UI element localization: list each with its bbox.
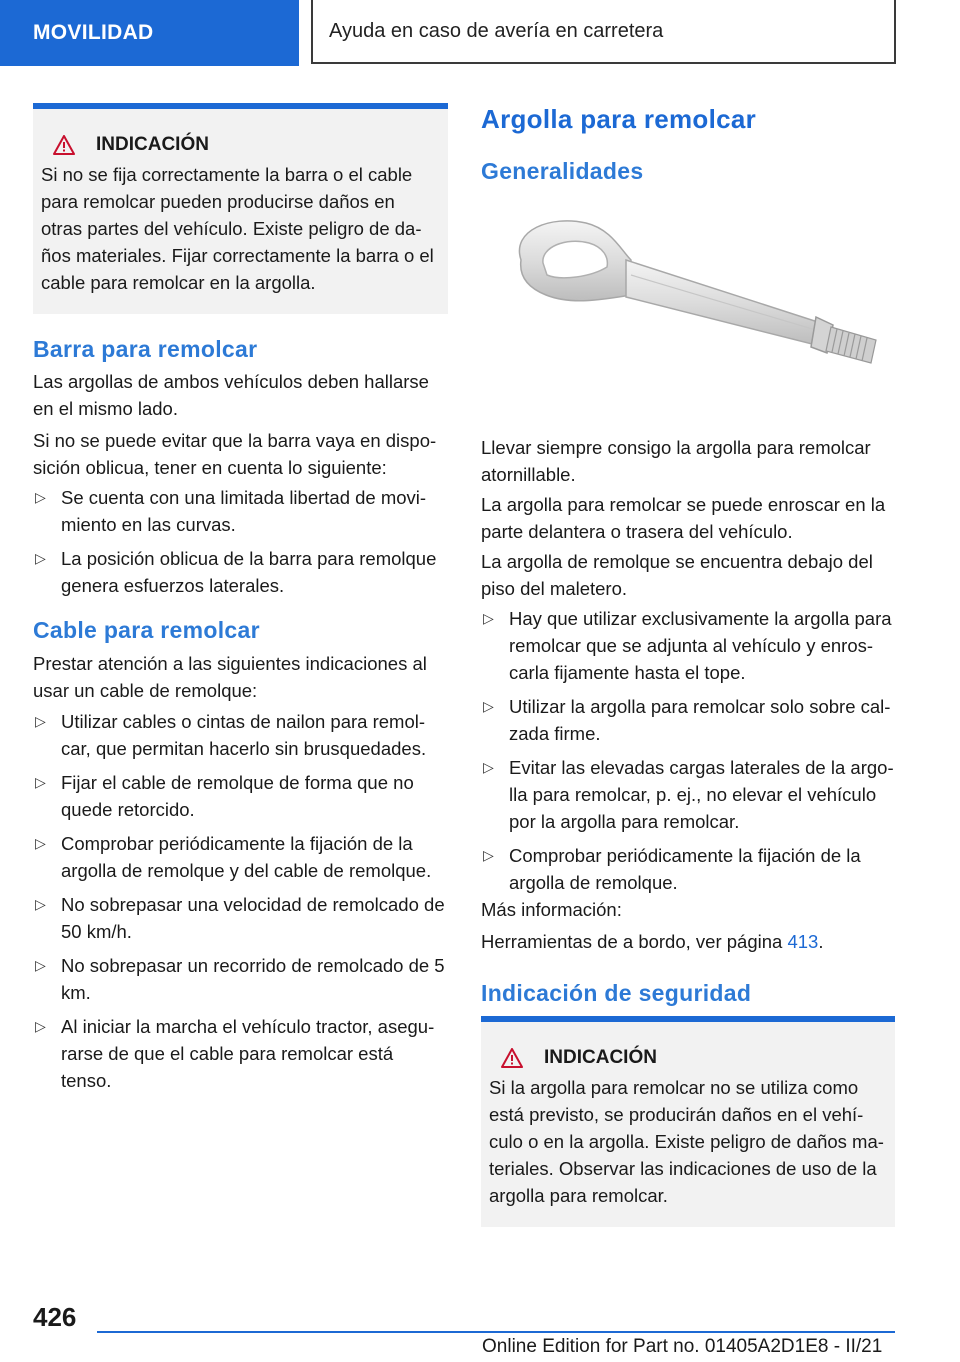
list-item: ▷ No sobrepasar una velocidad de remolcado de 50 km/h. <box>33 891 448 945</box>
triangle-bullet-icon: ▷ <box>35 835 46 851</box>
triangle-bullet-icon: ▷ <box>35 774 46 790</box>
triangle-bullet-icon: ▷ <box>483 610 494 626</box>
tow-bar-paragraph-2: Si no se puede evitar que la barra vaya en disposición oblicua, tener en cuenta lo siguiente: <box>33 430 437 478</box>
warning-icon <box>53 135 75 155</box>
page-reference-link[interactable]: 413 <box>787 931 819 952</box>
edition-info: Online Edition for Part no. 01405A2D1E8 - II/21 <box>482 1336 883 1357</box>
notice-box-right <box>481 1016 895 1227</box>
section-title: MOVILIDAD <box>33 21 154 44</box>
general-paragraph-3: La argolla de remolque se encuentra debajo del piso del maletero. <box>481 551 873 599</box>
tow-cable-list <box>33 708 448 1101</box>
triangle-bullet-icon: ▷ <box>35 713 46 729</box>
triangle-bullet-icon: ▷ <box>483 698 494 714</box>
general-paragraph-2: La argolla para remolcar se puede enroscar en la parte delantera o trasera del vehículo. <box>481 494 886 542</box>
list-item: ▷ Utilizar la argolla para remolcar solo sobre calzada firme. <box>481 693 896 747</box>
section-tab <box>0 0 299 66</box>
general-paragraph-1: Llevar siempre consigo la argolla para remolcar atornillable. <box>481 437 871 485</box>
heading-general: Generalidades <box>481 158 644 184</box>
notice-header <box>489 1044 887 1071</box>
list-item: ▷ Comprobar periódicamente la fijación de la argolla de remolque y del cable de remolque. <box>33 830 448 884</box>
more-info-label: Más información: <box>481 899 622 920</box>
list-item: ▷ Comprobar periódicamente la fijación de la argolla de remolque. <box>481 842 896 896</box>
list-item: ▷ No sobrepasar un recorrido de remolcado de 5 km. <box>33 952 448 1006</box>
list-item: ▷ Fijar el cable de remolque de forma que no quede retorcido. <box>33 769 448 823</box>
triangle-bullet-icon: ▷ <box>35 957 46 973</box>
tow-bar-paragraph-1: Las argollas de ambos vehículos deben hallarse en el mismo lado. <box>33 371 429 419</box>
tow-bar-list <box>33 484 448 606</box>
notice-header <box>41 131 440 158</box>
triangle-bullet-icon: ▷ <box>483 759 494 775</box>
notice-text: Si no se fija correctamente la barra o el cable para remolcar pueden producirse daños en otras partes del vehículo. Existe peligro de daños materiales. Fijar correctamente la barra o el cable para remolcar en la argolla. <box>41 164 434 293</box>
chapter-header <box>311 0 896 64</box>
notice-title: INDICACIÓN <box>544 1047 657 1068</box>
list-item: ▷ Al iniciar la marcha el vehículo tractor, asegurarse de que el cable para remolcar está tenso. <box>33 1013 448 1094</box>
heading-safety: Indicación de seguridad <box>481 980 752 1006</box>
tow-eye-illustration <box>481 205 896 405</box>
list-item: ▷ Se cuenta con una limitada libertad de movimiento en las curvas. <box>33 484 448 538</box>
list-item: ▷ Hay que utilizar exclusivamente la argolla para remolcar que se adjunta al vehículo y enroscarla fijamente hasta el tope. <box>481 605 896 686</box>
triangle-bullet-icon: ▷ <box>35 489 46 505</box>
heading-tow-eye: Argolla para remolcar <box>481 104 757 134</box>
chapter-title: Ayuda en caso de avería en carretera <box>329 19 664 42</box>
heading-tow-cable: Cable para remolcar <box>33 617 260 643</box>
list-item: ▷ La posición oblicua de la barra para remolque genera esfuerzos laterales. <box>33 545 448 599</box>
list-item: ▷ Utilizar cables o cintas de nailon para remolcar, que permitan hacerlo sin brusquedades. <box>33 708 448 762</box>
general-list <box>481 605 896 903</box>
heading-tow-bar: Barra para remolcar <box>33 336 258 362</box>
triangle-bullet-icon: ▷ <box>35 1018 46 1034</box>
page-number: 426 <box>33 1302 77 1332</box>
notice-text: Si la argolla para remolcar no se utiliza como está previsto, se producirán daños en el vehículo o en la argolla. Existe peligro de daños materiales. Observar las indicaciones de uso de la argolla para remolcar. <box>489 1077 884 1206</box>
notice-title: INDICACIÓN <box>96 134 209 155</box>
notice-box-left <box>33 103 448 314</box>
list-item: ▷ Evitar las elevadas cargas laterales de la argolla para remolcar, p. ej., no elevar el vehículo por la argolla para remolcar. <box>481 754 896 835</box>
triangle-bullet-icon: ▷ <box>35 550 46 566</box>
tow-cable-paragraph-1: Prestar atención a las siguientes indicaciones al usar un cable de remolque: <box>33 653 427 701</box>
triangle-bullet-icon: ▷ <box>483 847 494 863</box>
cross-reference: Herramientas de a bordo, ver página 413. <box>481 931 824 952</box>
triangle-bullet-icon: ▷ <box>35 896 46 912</box>
warning-icon <box>501 1048 523 1068</box>
footer-divider <box>97 1331 895 1333</box>
